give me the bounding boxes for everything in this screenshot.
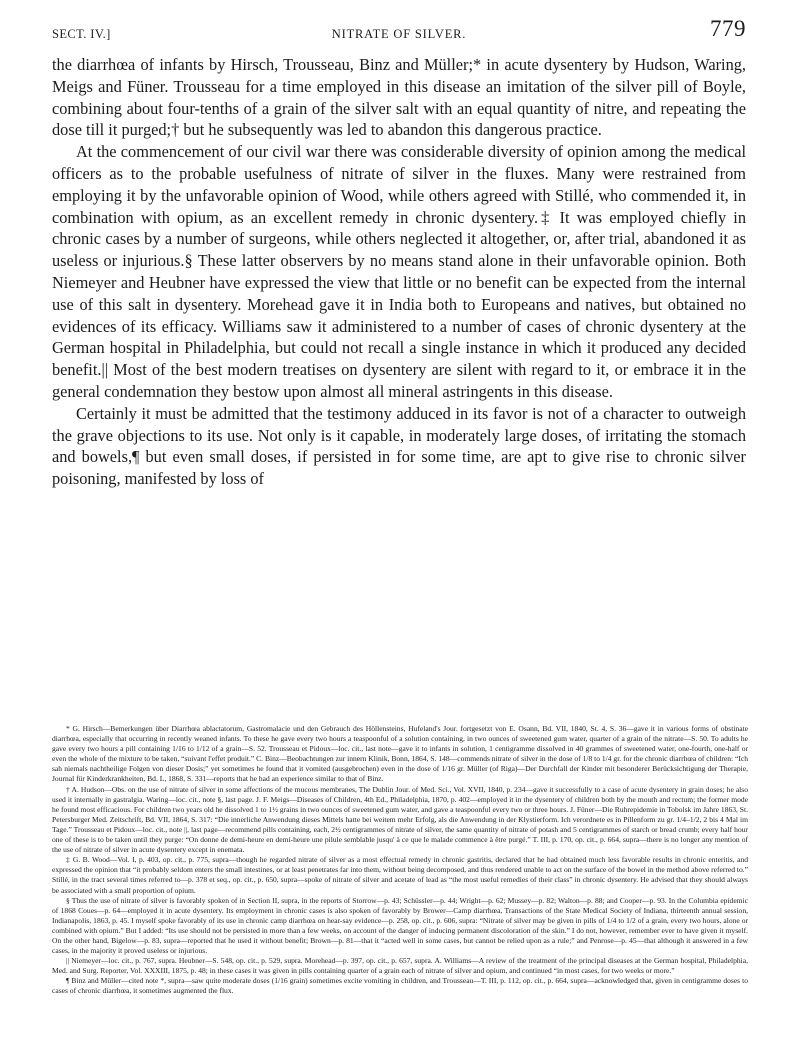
paragraph: the diarrhœa of infants by Hirsch, Trousseau, Binz and Müller;* in acute dysentery by Hudson, Waring, Meigs and Füner. Trousseau for a time employed in this disease an imitation of the silver pill of Boyle, combining about four-tenths of a grain of the silver salt with an equal quantity of nitre, and repeating the dose till it purged;† but he subsequently was led to abandon this dangerous practice. [52,55,746,140]
footnote: || Niemeyer—loc. cit., p. 767, supra. Heubner—S. 548, op. cit., p. 529, supra. Morehead—p. 397, op. cit., p. 657, supra. A. Williams—A review of the treatment of the principal diseases at the German hospital, Philadelphia, Med. and Surg. Reporter, Vol. XXXIII, 1875, p. 48; in these cases it was given in pills containing quarter of a grain each of nitrate of silver and opium, and continued “in most cases, for two weeks or more.” [52,956,748,976]
footnote: * G. Hirsch—Bemerkungen über Diarrhœa ablactatorum, Gastromalacie und den Gebrauch des Höllensteins, Hufeland's Jour. fortgesetzt von E. Osann, Bd. VII, 1840, St. 4, S. 36—gave it in various forms of obstinate diarrhœa, especially that occurring in recently weaned infants. To these he gave every two hours a teaspoonful of a solution containing, in two ounces of sweetened gum water, quarter of a grain of the nitrate—S. 50. To adults he gave every two hours a pill containing 1/16 to 1/12 of a grain—S. 52. Trousseau et Pidoux—loc. cit., last note—gave it to infants in solution, 1 centigramme dissolved in 40 grammes of sweetened water, one-fourth, one-half or even the whole of the mixture to be taken, “suivant l'effet produit.” C. Binz—Beobachtungen zur innern Klinik, Bonn, 1864, S. 148—commends nitrate of silver in the dose of 1/8 to 1/4 gr. for the chronic diarrhœa of children: “Ich sah niemals nachtheilige Folgen von dieser Dosis;” yet sometimes he found that it vomited (ausgebrochen) even in the dose of 1/16 gr. Müller (of Riga)—Der Durchfall der Kinder mit besonderer Berücksichtigung der Therapie, Journal für Kinderkrankheiten, Bd. L, 1868, S. 331—reports that he had an experience similar to that of Binz. [52,724,748,784]
footnote: § Thus the use of nitrate of silver is favorably spoken of in Section II, supra, in the reports of Storrow—p. 43; Schüssler—p. 44; Wright—p. 62; Mussey—p. 82; Walton—p. 88; and Cooper—p. 93. In the Columbia epidemic of 1868 Coues—p. 64—employed it in acute dysentery. Its employment in chronic cases is also spoken of favorably by Brower—Camp diarrhœa, Transactions of the State Medical Society of Indiana, thirteenth annual session, Indianapolis, 1863, p. 45. I myself spoke favorably of its use in chronic camp diarrhœa on hear-say evidence—p. 258, op. cit., p. 606, supra: “Nitrate of silver may be given in pills of 1/4 to 1/2 of a grain, every two hours, alone or combined with opium.” But I added: “Its use should not be persisted in more than a few weeks, on account of the danger of inducing permanent discoloration of the skin.” I do not, however, remember ever to have given it myself. On the other hand, Bigelow—p. 83, supra—reported that he used it without benefit; Brown—p. 81—that it “acted well in some cases, but cannot be relied upon as a rule;” and Penrose—p. 45—that although it answered in a few cases, in the majority it proved useless or injurious. [52,895,748,956]
paragraph: Certainly it must be admitted that the testimony adduced in its favor is not of a character to outweigh the grave objections to its use. Not only is it capable, in moderately large doses, of irritating the stomach and bowels,¶ but even small doses, if persisted in for some time, are apt to give rise to chronic silver poisoning, manifested by loss of [52,403,746,489]
page-number: 779 [710,16,746,41]
paragraph: At the commencement of our civil war there was considerable diversity of opinion among the medical officers as to the probable usefulness of nitrate of silver in the fluxes. Many were restrained from employing it by the unfavorable opinion of Wood, while others agreed with Stillé, who commended it, in combination with opium, as an excellent remedy in chronic dysentery.‡ It was employed chiefly in chronic cases by a number of surgeons, while others neglected it altogether, or, after trial, abandoned it as useless or injurious.§ These latter observers by no means stand alone in their unfavorable opinion. Both Niemeyer and Heubner have expressed the view that little or no benefit can be expected from the internal use of this salt in dysentery. Morehead gave it in India both to Europeans and natives, but obtained no evidences of its efficacy. Williams saw it administered to a number of cases of chronic dysentery at the German hospital in Philadelphia, but could not recall a single instance in which it produced any decided benefit.|| Most of the best modern treatises on dysentery are silent with regard to it, or embrace it in the general condemnation they bestow upon almost all mineral astringents in this disease. [52,142,746,401]
page-title: NITRATE OF SILVER. [331,27,467,41]
running-head [52,16,746,46]
footnote: ¶ Binz and Müller—cited note *, supra—saw quite moderate doses (1/16 grain) sometimes excite vomiting in children, and Trousseau—T. III, p. 112, op. cit., p. 664, supra—acknowledged that, given in centigramme doses to cases of chronic diarrhœa, it sometimes augmented the flux. [52,976,748,996]
footnotes [52,724,748,997]
body-text [52,54,746,490]
footnote: ‡ G. B. Wood—Vol. I, p. 403, op. cit., p. 775, supra—though he regarded nitrate of silver as a most effectual remedy in chronic gastritis, declared that he had obtained much less favorable results in chronic enteritis, and expressed the opinion that “it probably seldom enters the small intestines, or at least penetrates far into them, without being decomposed, and thus rendered unable to act on the surface of the bowel in the method above referred to.” Stillé, in the tract several times referred to—p. 378 et seq., op. cit., p. 650, supra—spoke of nitrate of silver and acetate of lead as “the most useful remedies of their class” in chronic dysentery. He advised that they should always be associated with a small proportion of opium. [52,855,748,895]
footnote: † A. Hudson—Obs. on the use of nitrate of silver in some affections of the mucous membranes, The Dublin Jour. of Med. Sci., Vol. XVII, 1840, p. 234—gave it successfully to a case of acute dysentery in grain doses; he also used it internally in gastralgia. Waring—loc. cit., note §, last page. J. F. Meigs—Diseases of Children, 4th Ed., Philadelphia, 1870, p. 402—employed it in the dysentery of children both by the mouth and rectum; the former mode he found most efficacious. For children two years old he dissolved 1 to 1½ grains in two ounces of sweetened gum water, and gave a teaspoonful every two or three hours. J. Füner—Die Ruhrepidemie in Tobolsk im Jahre 1863, St. Petersburger Med. Zeitschrift, Bd. VII, 1864, S. 317: “Die innerliche Anwendung dieses Mittels hatte bei weitem mehr Erfolg, als die Anwendung in der Klystierform. Ich verordnete es in Pillenform zu gr. 1/4–1/2, 2 bis 4 Mal im Tage.” Trousseau et Pidoux—loc. cit., note ||, last page—recommend pills containing, each, 2½ centigrammes of nitrate of silver, the same quantity of nitrate of potash and 5 centigrammes of starch or bread crumb; every half hour one of these is to be taken until they purge: “On donne de demi-heure en demi-heure une pilule semblable jusqu' à ce que le malade commence à être purgé.” T. III, p. 170, op. cit., p. 664, supra—there is no longer any mention of the use of nitrate of silver in acute dysentery except in enemata. [52,784,748,855]
section-label: SECT. IV.] [52,27,111,41]
